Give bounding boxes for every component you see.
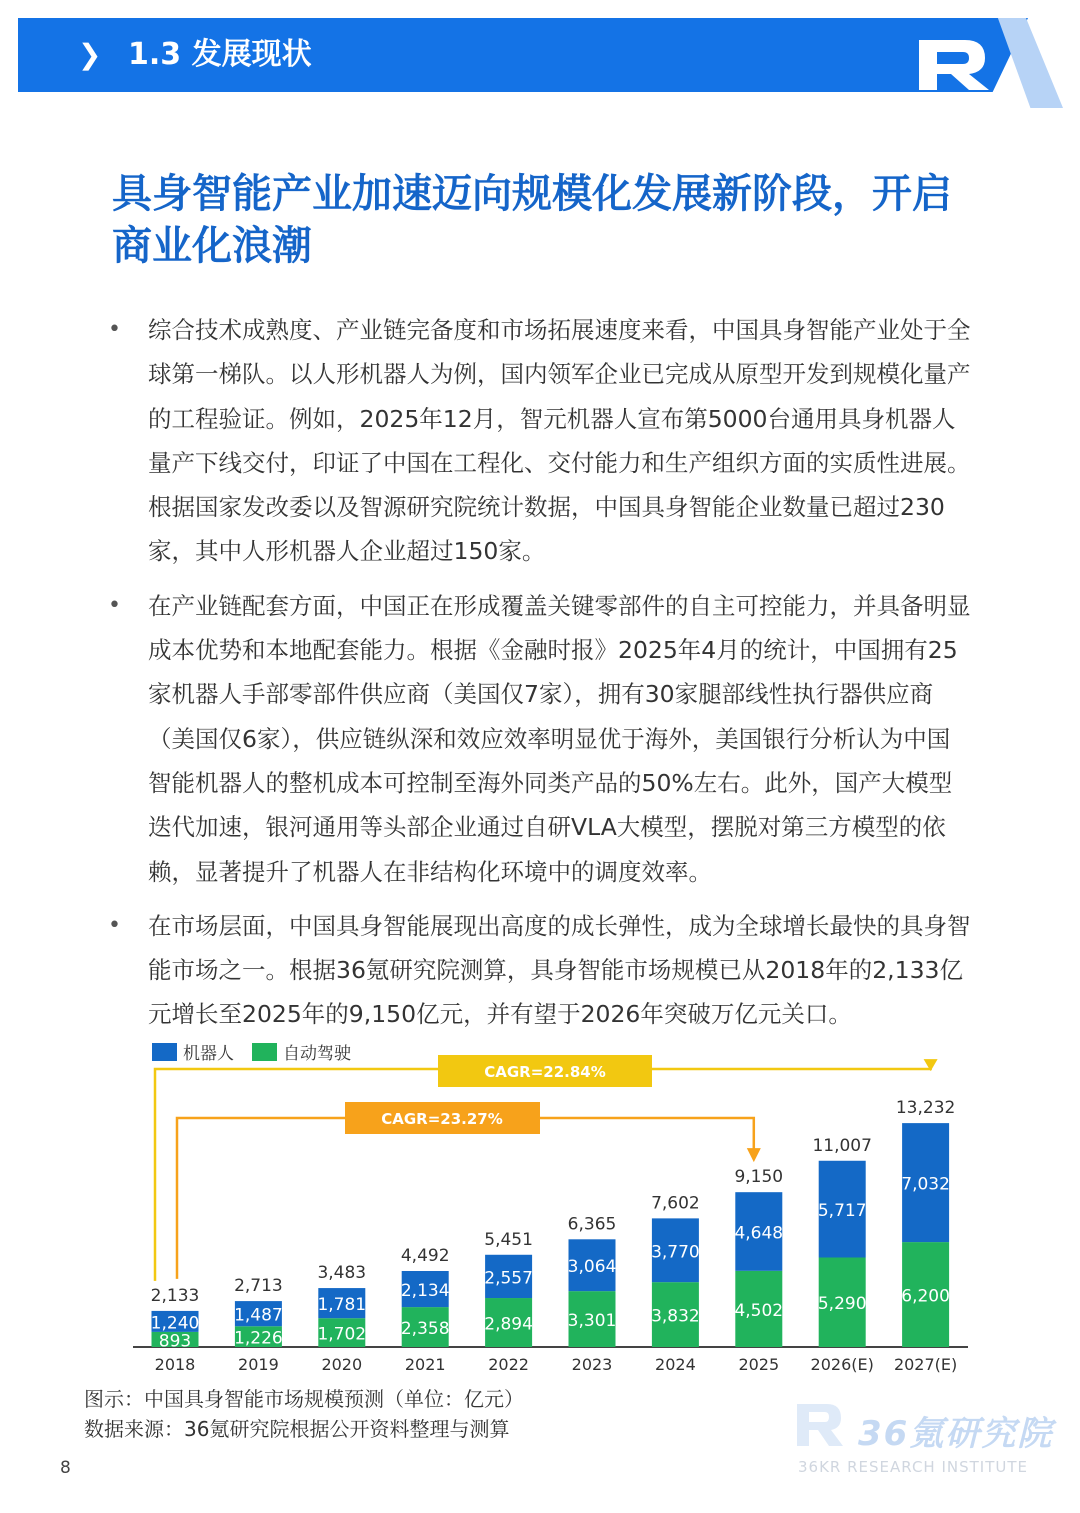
data-label-autonomous: 3,832 (651, 1306, 700, 1327)
source-caption: 数据来源：36氪研究院根据公开资料整理与测算 (84, 1417, 510, 1441)
data-label-autonomous: 1,702 (317, 1324, 367, 1345)
data-label-autonomous: 6,200 (901, 1286, 950, 1307)
data-label-robot: 2,557 (484, 1268, 533, 1289)
data-label-autonomous: 2,894 (484, 1314, 533, 1335)
data-label-robot: 1,240 (150, 1313, 200, 1334)
bullet-text: 综合技术成熟度、产业链完备度和市场拓展速度来看，中国具身智能产业处于全球第一梯队。以人形机器人为例，国内领军企业已完成从原型开发到规模化量产的工程验证。例如，2025年12月，智元机器人宣布第5000台通用具身机器人量产下线交付，印证了中国在工程化、交付能力和生产组织方面的实质性进展。根据国家发改委以及智源研究院统计数据，中国具身智能企业数量已超过230家，其中人形机器人企业超过150家。 (148, 316, 971, 566)
bullet-list (0, 308, 1080, 1047)
data-label-autonomous: 4,502 (734, 1300, 784, 1321)
section-title: 1.3 发展现状 (128, 37, 312, 72)
data-label-robot: 1,781 (317, 1295, 367, 1316)
data-label-autonomous: 1,226 (234, 1328, 283, 1349)
data-label-total: 3,483 (317, 1263, 367, 1284)
x-tick-label: 2024 (655, 1355, 696, 1374)
data-label-robot: 1,487 (234, 1305, 283, 1326)
data-label-total: 5,451 (484, 1229, 533, 1250)
market-size-chart (0, 1035, 1080, 1395)
x-tick-label: 2026(E) (810, 1355, 874, 1374)
data-label-robot: 3,770 (651, 1242, 700, 1263)
data-label-total: 11,007 (812, 1135, 872, 1156)
data-label-total: 2,713 (234, 1276, 283, 1297)
watermark-subtitle: 36KR RESEARCH INSTITUTE (798, 1458, 1029, 1476)
x-tick-label: 2021 (404, 1355, 446, 1374)
legend-swatch-robot (152, 1043, 177, 1061)
data-label-robot: 4,648 (734, 1223, 784, 1244)
cagr-arrow-line-outer (155, 1061, 931, 1284)
x-tick-label: 2019 (238, 1355, 279, 1374)
cagr-label-outer: CAGR=22.84% (484, 1063, 606, 1081)
x-tick-label: 2020 (321, 1355, 363, 1374)
data-label-total: 4,492 (400, 1245, 450, 1266)
arrow-head-icon (747, 1148, 761, 1162)
x-tick-label: 2025 (738, 1355, 780, 1374)
data-label-total: 9,150 (734, 1167, 784, 1188)
data-label-robot: 5,717 (817, 1201, 867, 1222)
page-title: 具身智能产业加速迈向规模化发展新阶段，开启商业化浪潮 (112, 171, 952, 269)
bullet-dot-icon: • (108, 317, 121, 342)
x-tick-label: 2027(E) (893, 1355, 958, 1374)
data-label-robot: 3,064 (567, 1257, 617, 1278)
watermark-name: 36氪研究院 (858, 1414, 1054, 1454)
data-label-robot: 2,134 (400, 1281, 450, 1302)
data-label-robot: 7,032 (901, 1174, 950, 1195)
chevron-right-icon: ❯ (78, 38, 102, 71)
data-label-autonomous: 5,290 (817, 1294, 867, 1315)
data-label-total: 6,365 (567, 1214, 617, 1235)
stacked-bar-chart (0, 1035, 1080, 1385)
data-label-total: 13,232 (895, 1098, 956, 1119)
cagr-label-inner: CAGR=23.27% (381, 1110, 503, 1128)
legend-label-robot: 机器人 (183, 1044, 234, 1064)
bullet-item (108, 308, 973, 574)
figure-caption: 图示：中国具身智能市场规模预测（单位：亿元） (84, 1387, 524, 1411)
bullet-dot-icon: • (108, 592, 121, 618)
page-number: 8 (60, 1458, 71, 1478)
data-label-autonomous: 2,358 (400, 1319, 450, 1340)
x-tick-label: 2018 (154, 1355, 196, 1374)
bullet-text: 在产业链配套方面，中国正在形成覆盖关键零部件的自主可控能力，并具备明显成本优势和本地配套能力。根据《金融时报》2025年4月的统计，中国拥有25家机器人手部零部件供应商（美国仅7家），拥有30家腿部线性执行器供应商（美国仅6家），供应链纵深和效应效率明显优于海外，美国银行分析认为中国智能机器人的整机成本可控制至海外同类产品的50%左右。此外，国产大模型迭代加速，银河通用等头部企业通过自研VLA大模型，摆脱对第三方模型的依赖，显著提升了机器人在非结构化环境中的调度效率。 (148, 591, 971, 886)
data-label-autonomous: 3,301 (567, 1311, 617, 1332)
legend-label-autonomous: 自动驾驶 (283, 1044, 351, 1064)
bullet-text: 在市场层面，中国具身智能展现出高度的成长弹性，成为全球增长最快的具身智能市场之一。根据36氪研究院测算，具身智能市场规模已从2018年的2,133亿元增长至2025年的9,150亿元，并有望于2026年突破万亿元关口。 (148, 911, 971, 1029)
legend-swatch-autonomous (252, 1043, 277, 1061)
x-tick-label: 2023 (571, 1355, 613, 1374)
bullet-item (108, 584, 973, 894)
bullet-item (108, 904, 973, 1037)
data-label-total: 7,602 (651, 1193, 700, 1214)
data-label-autonomous: 893 (158, 1331, 192, 1352)
x-tick-label: 2022 (488, 1355, 529, 1374)
data-label-total: 2,133 (150, 1285, 200, 1306)
36kr-logo-icon (915, 36, 995, 92)
bullet-dot-icon: • (108, 912, 121, 938)
